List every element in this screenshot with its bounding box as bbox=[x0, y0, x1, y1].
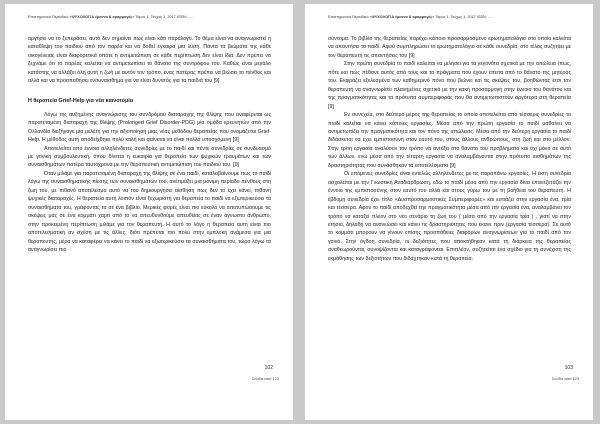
page-footer: Σελίδα από 123 bbox=[251, 376, 279, 381]
page-footer: Σελίδα από 123 bbox=[551, 376, 579, 381]
right-page bbox=[305, 4, 593, 420]
page-number: 103 bbox=[564, 365, 573, 371]
paragraph: Λόγω της αυξημένης αναγνώρισης του συνδρόμου διαταραχής της θλίψης που αναφέρεται ως παρατεταμένη διαταραχή της θλίψης (Prolonged Grief Disorder-PDG) μία ομάδα ερευνητών από την Ολλανδία διεξήγαγε μια μελέτη για την αξιοποίηση μιας νέας μεθόδου θεραπείας που ονομάζεται Grief-Help. Η μέθοδος αυτή αποδείχθηκε πολύ καλή και φαίνεται να είναι πολλά υποσχόμενη [9] bbox=[28, 111, 271, 144]
paragraph: Εν συνεχεία, στο δεύτερο μέρος της θεραπείας το οποίο αποτελείται από τέσσερις συνεδρίες το παιδί καλείται να κάνει κάποιες εργασίες. Μέσα από την πρώτη εργασία το παιδί μαθαίνει να αντιμετωπίζει την πραγματικότητα και τον πόνο της απώλειας. Μέσα από την δεύτερη εργασία το παιδί διδάσκεται να έχει εμπιστοσύνη στον εαυτό του, στους άλλους ανθρώπους, στη ζωή και στο μέλλον. Στην τρίτη εργασία αναλύουν τον τρόπο να αντέξει στο θάνατο του προβλήματα και όχι μόνο σε αυτό των άλλων, ενώ μέσα από την τέταρτη εργασία να αναλαμβάνονται στην πρότυπο αισθημάτων της δραστηριότητας που συνάσθηκαν τα αποτελέσματα [9] bbox=[328, 112, 571, 169]
journal-title: ΨΥΧΟΛΟΓΙΑ έρευνα & εφαρμογές bbox=[371, 15, 433, 19]
header-prefix: Επιστημονικό Περιοδικό « bbox=[328, 15, 372, 19]
running-header bbox=[28, 15, 281, 19]
paragraph: αργήσει να το ξεπεράσει, αυτό δεν σημαίνει πως είναι κάτι παράλογο. Το θέμα είναι να αναγνωριστεί η καταθλιψη του παιδιού από τον παρέα και να δοθεί έγκαιρα μια λύση. Πάντα τα βιώματα της κάθε οικογένειας είναι διαφορετικά οπότε η αντιμετώπιση σε κάθε περίπτωση δεν είναι ίδια. Δεν πρέπει να ξεχνάμε ότι το παρέας καλείται να αντιμετωπίσει το θάνατο της συντρόφου του. Καθώς είναι μεγάλο κατάστης να αλλάξει όλη αυτή η ζωή με αυτόν τον τρόπο, ένας πατέρας πρέπει να βιώσει το πένθος και αλλά και να προσπαθήσει ενσυναισθημα για να είναι δυνατός για τα παιδιά του [9] bbox=[28, 36, 271, 85]
running-header bbox=[328, 15, 581, 19]
left-page bbox=[5, 4, 293, 420]
paragraph: Αποτελείται από έννοια αλληλένδετες συνεδρίες με το παιδί και πέντε συνεδρίες σε συνδυασμό με γονική συμβουλευτική, όπου δίνεται η ευκαιρία για θεραπεία των ψυχικών τραυμάτων και των συναισθημάτων πατέρα ταυτόχρονα με την θεραπευτική αντιμετώπιση του παιδιού του. [9] bbox=[28, 145, 271, 169]
header-prefix: Επιστημονικό Περιοδικό « bbox=[28, 15, 72, 19]
journal-title: ΨΥΧΟΛΟΓΙΑ έρευνα & εφαρμογές bbox=[71, 15, 133, 19]
right-page-body bbox=[328, 35, 571, 263]
header-suffix: » Τόμος 1, Τεύχος 1, 2017 ISSN: ..... bbox=[432, 15, 494, 19]
section-heading: Η θεραπεία Grief-Help για νέα καινοτομία bbox=[28, 97, 134, 104]
left-page-body bbox=[28, 35, 271, 254]
paragraph: σύντομα. Το βιβλίο της θεραπείας παρέχει κάποιο προσαρμοσμένο ερωτηματολόγιο στο οποίο καλείται να απαντήσει το παιδί. Αφού συμπληρώσει το ερωτηματολόγιο σε κάθε συνεδρία, στο τέλος συζητάει με τον θεραπευτή τις απαντήσεις του [9] bbox=[328, 36, 571, 59]
header-suffix: » Τόμος 1, Τεύχος 1, 2017 ISSN: ..... bbox=[132, 15, 194, 19]
paragraph: Στην πρώτη συνεδρία το παιδί καλείται να μιλήσει για τα γεγονότα σχετικά με την απώλεια (πως, πότε και πώς πέθανε αυτός από τους και τα πράγματα που έχουν έπειτα από το θάνατο της μητέρας του. Εκφράζει εξελεσμένα των καθημερινό πόνο που βιώνει και τις σκέψεις του, βοηθώντας έτσι τον θεραπευτή να αναγνωρίσει πλανημένες σχετικά με την κακή προσαρμογή στην έννοια του θανάτου και της πραγματικότητας και τα πρότυπα συμπεριφοράς που θα αντιμετωπιστούν αργότερα στη θεραπεία [9] bbox=[328, 61, 571, 110]
page-number: 102 bbox=[264, 365, 273, 371]
paragraph: Όταν μιλάμε για παρατεταμένη διαταραχή της θλίψης σε ένα παιδί, καταλαβαίνουμε πως το παιδί λόγω της συναισθηματικής πίεσης των συναισθημάτων του, ανέτιμάξει μια μόνιμη περίοδο πένθους στη ζωή του, με πιθανό αποτέλεσμα αυτό να του δημιουργήσει αίσθηση πως δεν το έχει κάνει, πιθανή ψυχικές διαταραχές. Η θεραπεία αυτή λοιπόν είναι ξεχωριστή για θεραπεία το παιδί να εξωτερικεύσει τα συναισθήματα του, γράφοντας τα σε ένα βιβλίο. Μερικές φορές είναι πιο εύκολο να αποτυπώσουμε τις σκέψεις μας σε ένα κομμάτι χαρτί από το να απευθυνθούμε απευθείας σε έναν άγνωστο άνθρωπο, στην προκειμένη περίπτωση μιλάμε για τον θεραπευτή. Η αυτό το λόγο η θεραπεία αυτή είναι πιο αποτελεσματική αν σχέση με τις άλλες, διότι πρέπεται πιο πολύ στην εμπλοκή ανάμεσα για μια θεραπευτής, μέρα να καταφέρει να κάνει το παιδί να εξωτερικεύσει τα συναισθήματα του, τώρα λόγω τα αναγνωρίσει πιο bbox=[28, 170, 271, 253]
paragraph: Οι επόμενες συνεδρίες είναι εντελώς αλληλένδετες με τις παραπάνω εργασίες. Η έκτη συνεδρία ασχολείται με την Γνωστική Αναδιάρθρωση, εδώ το παιδί μέσα από την εργασία δίνει επανεξετάζει την έννοια της εμπιστοσύνης στον εαυτό του αλλά και στους γύρω του με τη βοήθεια του θεραπευτή. Η έβδομη συνεδρία έχει τίτλο «Δυσπροσαρμοστικές Συμπεριφορές» και εστιάζει στην εργασία ένα, τρία και τέσσερα. Αφού το παιδί αποδεχθεί την πραγματικότητα μέσα από την εργασία ένα, αναλαμβάνει τον τρόπο να καταξεί πλέον στο νέο σενάριο τη ζωή του ( μέσα από την εργασία τρία ) , γιατί να στην ετήσιο, δηλαδή να ανανεώσει και κάνει τις δραστηριότητες που έκανε πριν (εργασία τέσσερα). Σε αυτό το κομμάτι μπορούν να γίνουν επίσης προσπάθειες διαφόρων αναγνωρίσεων για το παιδί από τον γονιό. Στην όγδοη συνεδρία, οι δεξιότητες που αποκτήθηκαν κατά τη διάρκεια της θεραπείας αναθεωρούνται, συνοψίζονται και καταγράφονται. Επιπλέον, συζητείται ένα σχέδιο για τη συνέχιση της εκμάθησης των δεξιοτήτων που διδάχτηκαν κατά τη θεραπεία. bbox=[328, 171, 571, 262]
